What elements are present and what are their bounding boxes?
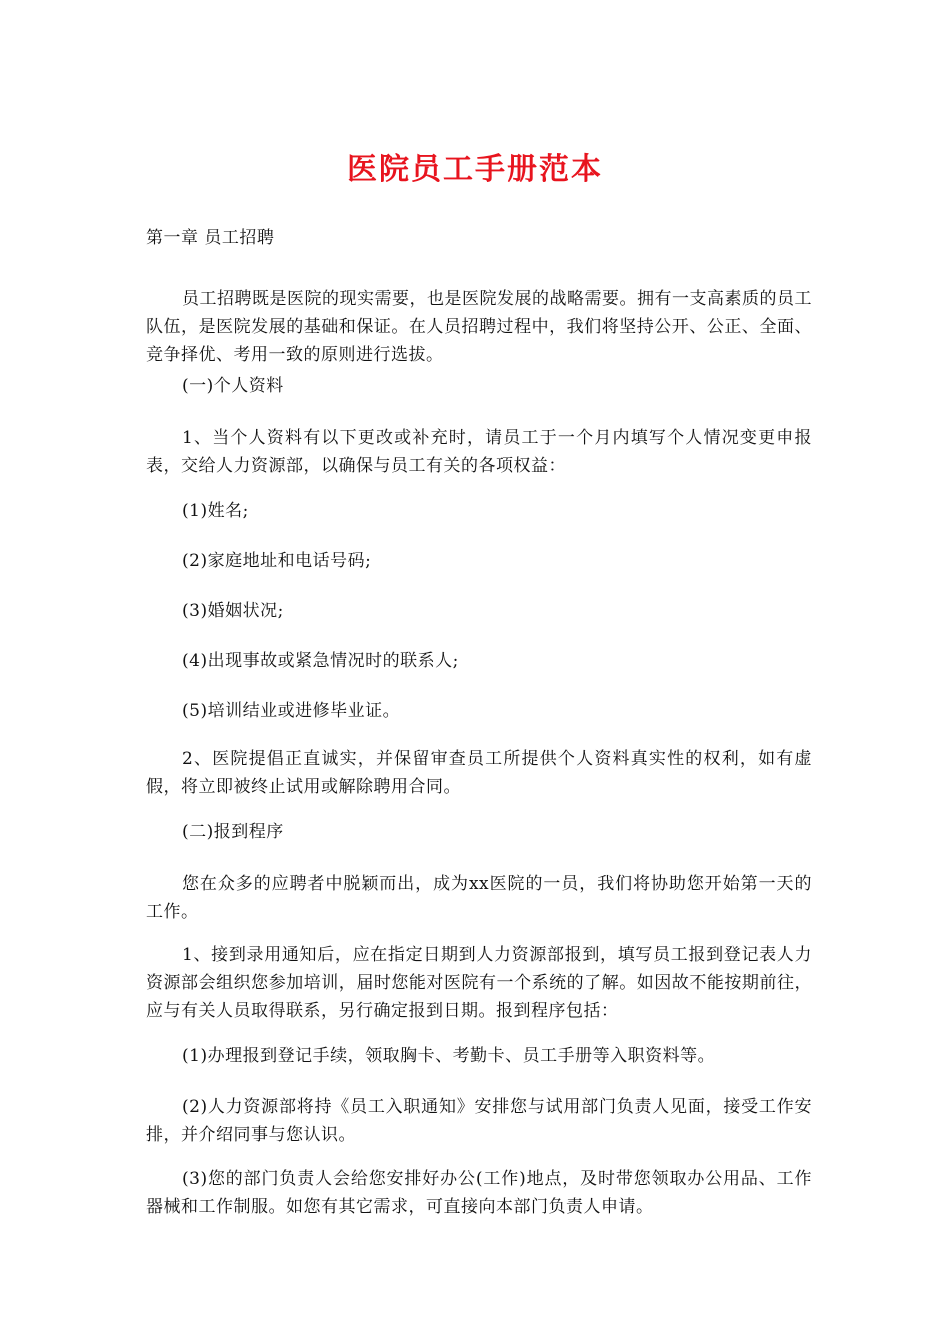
- list-item-certificates: (5)培训结业或进修毕业证。: [182, 701, 401, 721]
- intro-paragraph: 员工招聘既是医院的现实需要，也是医院发展的战略需要。拥有一支高素质的员工队伍，是医院发展的基础和保证。在人员招聘过程中，我们将坚持公开、公正、全面、竞争择优、考用一致的原则进行选拔。: [146, 289, 812, 365]
- paragraph-welcome: 您在众多的应聘者中脱颖而出，成为xx医院的一员，我们将协助您开始第一天的工作。: [146, 874, 812, 922]
- list-item-office-setup: (3)您的部门负责人会给您安排好办公(工作)地点，及时带您领取办公用品、工作器械和工作制服。如您有其它需求，可直接向本部门负责人申请。: [146, 1169, 812, 1217]
- list-item-marital-status: (3)婚姻状况;: [182, 601, 284, 621]
- paragraph-onboarding-steps: 1、接到录用通知后，应在指定日期到人力资源部报到，填写员工报到登记表人力资源部会组织您参加培训，届时您能对医院有一个系统的了解。如因故不能按期前往，应与有关人员取得联系，另行确定报到日期。报到程序包括：: [146, 945, 812, 1021]
- document-title: 医院员工手册范本: [347, 152, 603, 188]
- list-item-name: (1)姓名;: [182, 501, 249, 521]
- list-item-emergency-contact: (4)出现事故或紧急情况时的联系人;: [182, 651, 459, 671]
- paragraph-honesty: 2、医院提倡正直诚实，并保留审查员工所提供个人资料真实性的权利，如有虚假，将立即被终止试用或解除聘用合同。: [146, 749, 812, 797]
- section-heading-personal-info: (一)个人资料: [182, 376, 284, 396]
- chapter-heading: 第一章 员工招聘: [146, 228, 275, 248]
- list-item-registration: (1)办理报到登记手续，领取胸卡、考勤卡、员工手册等入职资料等。: [182, 1046, 716, 1066]
- list-item-address-phone: (2)家庭地址和电话号码;: [182, 551, 372, 571]
- paragraph-personal-info-changes: 1、当个人资料有以下更改或补充时，请员工于一个月内填写个人情况变更申报表，交给人力资源部，以确保与员工有关的各项权益：: [146, 428, 812, 476]
- section-heading-onboarding: (二)报到程序: [182, 822, 284, 842]
- list-item-department-meeting: (2)人力资源部将持《员工入职通知》安排您与试用部门负责人见面，接受工作安排，并介绍同事与您认识。: [146, 1097, 812, 1145]
